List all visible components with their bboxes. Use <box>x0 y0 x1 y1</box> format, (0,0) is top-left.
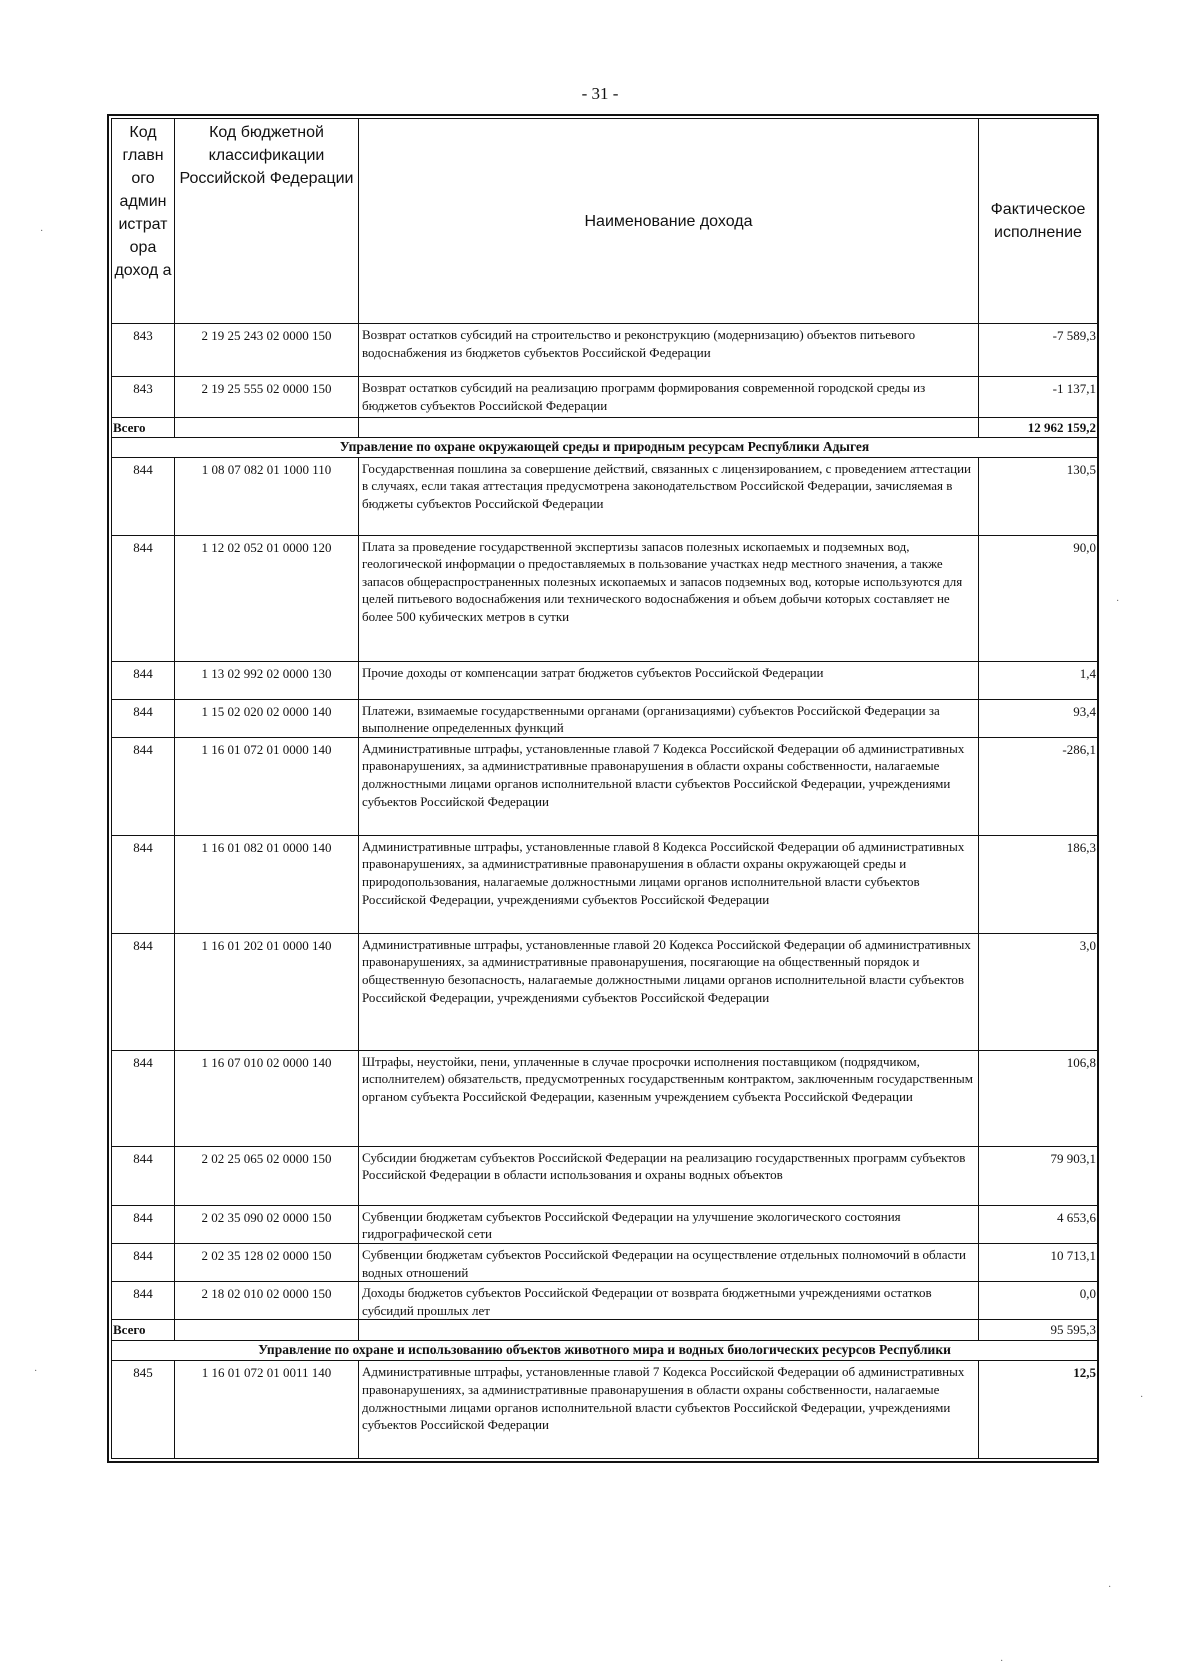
table-row <box>112 1205 1098 1243</box>
section-title-row <box>112 437 1098 457</box>
revenue-name-cell: Платежи, взимаемые государственными органами (организациями) субъектов Российской Федерации за выполнение определенных функций <box>359 699 979 737</box>
admin-code-cell: 844 <box>112 699 175 737</box>
table-header-row <box>112 119 1098 324</box>
budget-code-cell: 1 16 01 202 01 0000 140 <box>175 933 359 1050</box>
amount-cell: 186,3 <box>979 835 1098 933</box>
total-row <box>112 418 1098 438</box>
admin-code-cell: 843 <box>112 324 175 377</box>
scan-speck: · <box>1108 1582 1112 1593</box>
table-row <box>112 737 1098 835</box>
table-row <box>112 535 1098 661</box>
empty-cell <box>359 418 979 438</box>
scan-speck: · <box>40 226 44 237</box>
revenue-name-cell: Штрафы, неустойки, пени, уплаченные в случае просрочки исполнения поставщиком (подрядчиком, исполнителем) обязательств, предусмотренных государственным контрактом, заключенным государственным органом субъекта Российской Федерации, казенным учреждением субъекта Российской Федерации <box>359 1050 979 1146</box>
amount-cell: 4 653,6 <box>979 1205 1098 1243</box>
amount-cell: 1,4 <box>979 661 1098 699</box>
amount-cell: 106,8 <box>979 1050 1098 1146</box>
table-row <box>112 835 1098 933</box>
empty-cell <box>175 418 359 438</box>
revenue-name-cell: Государственная пошлина за совершение действий, связанных с лицензированием, с проведением аттестации в случаях, если такая аттестация предусмотрена законодательством Российской Федерации, зачисляемая в бюджеты субъектов Российской Федерации <box>359 457 979 535</box>
header-revenue-name: Наименование дохода <box>359 119 979 324</box>
revenue-name-cell: Субсидии бюджетам субъектов Российской Федерации на реализацию государственных программ субъектов Российской Федерации в области использования и охраны водных объектов <box>359 1146 979 1205</box>
section-title: Управление по охране окружающей среды и природным ресурсам Республики Адыгея <box>112 437 1098 457</box>
scan-speck: · <box>34 1366 38 1377</box>
budget-code-cell: 1 16 07 010 02 0000 140 <box>175 1050 359 1146</box>
amount-cell: 0,0 <box>979 1282 1098 1320</box>
table-row <box>112 1146 1098 1205</box>
admin-code-cell: 844 <box>112 1205 175 1243</box>
budget-code-cell: 2 02 35 090 02 0000 150 <box>175 1205 359 1243</box>
budget-code-cell: 1 16 01 082 01 0000 140 <box>175 835 359 933</box>
budget-code-cell: 2 19 25 243 02 0000 150 <box>175 324 359 377</box>
revenue-name-cell: Плата за проведение государственной экспертизы запасов полезных ископаемых и подземных вод, геологической информации о предоставляемых в пользование участках недр местного значения, а также запасов общераспространенных полезных ископаемых и запасов подземных вод, которые используются для целей питьевого водоснабжения или технического водоснабжения и объем добычи которых составляет не более 500 кубических метров в сутки <box>359 535 979 661</box>
revenue-name-cell: Административные штрафы, установленные главой 20 Кодекса Российской Федерации об административных правонарушениях, за административные правонарушения, посягающие на общественный порядок и общественную безопасность, налагаемые должностными лицами органов исполнительной власти субъектов Российской Федерации, учреждениями субъектов Российской Федерации <box>359 933 979 1050</box>
table-row <box>112 933 1098 1050</box>
table-row <box>112 699 1098 737</box>
total-label: Всего <box>112 418 175 438</box>
page-number: - 31 - <box>581 84 619 103</box>
budget-code-cell: 2 02 35 128 02 0000 150 <box>175 1243 359 1281</box>
budget-code-cell: 1 08 07 082 01 1000 110 <box>175 457 359 535</box>
revenue-table-frame <box>107 114 1099 1463</box>
admin-code-cell: 844 <box>112 1146 175 1205</box>
budget-code-cell: 1 16 01 072 01 0011 140 <box>175 1361 359 1459</box>
budget-code-cell: 1 16 01 072 01 0000 140 <box>175 737 359 835</box>
admin-code-cell: 843 <box>112 377 175 418</box>
revenue-name-cell: Административные штрафы, установленные главой 8 Кодекса Российской Федерации об административных правонарушениях, за административные правонарушения в области охраны окружающей среды и природопользования, налагаемые должностными лицами органов исполнительной власти субъектов Российской Федерации, учреждениями субъектов Российской Федерации <box>359 835 979 933</box>
admin-code-cell: 844 <box>112 1243 175 1281</box>
table-row <box>112 1361 1098 1459</box>
amount-cell: 79 903,1 <box>979 1146 1098 1205</box>
scan-speck: · <box>1140 1392 1144 1403</box>
admin-code-cell: 844 <box>112 835 175 933</box>
budget-code-cell: 1 13 02 992 02 0000 130 <box>175 661 359 699</box>
admin-code-cell: 844 <box>112 1050 175 1146</box>
admin-code-cell: 844 <box>112 661 175 699</box>
budget-code-cell: 1 15 02 020 02 0000 140 <box>175 699 359 737</box>
amount-cell: 90,0 <box>979 535 1098 661</box>
revenue-table <box>111 118 1098 1459</box>
table-row <box>112 1050 1098 1146</box>
table-row <box>112 324 1098 377</box>
total-amount: 95 595,3 <box>979 1320 1098 1341</box>
revenue-name-cell: Субвенции бюджетам субъектов Российской Федерации на улучшение экологического состояния гидрографической сети <box>359 1205 979 1243</box>
amount-cell: 12,5 <box>979 1361 1098 1459</box>
empty-cell <box>359 1320 979 1341</box>
budget-code-cell: 1 12 02 052 01 0000 120 <box>175 535 359 661</box>
revenue-name-cell: Административные штрафы, установленные главой 7 Кодекса Российской Федерации об административных правонарушениях, за административные правонарушения в области охраны собственности, налагаемые должностными лицами органов исполнительной власти субъектов Российской Федерации, учреждениями субъектов Российской Федерации <box>359 1361 979 1459</box>
admin-code-cell: 844 <box>112 457 175 535</box>
revenue-name-cell: Доходы бюджетов субъектов Российской Федерации от возврата бюджетными учреждениями остатков субсидий прошлых лет <box>359 1282 979 1320</box>
budget-code-cell: 2 18 02 010 02 0000 150 <box>175 1282 359 1320</box>
amount-cell: 130,5 <box>979 457 1098 535</box>
budget-code-cell: 2 02 25 065 02 0000 150 <box>175 1146 359 1205</box>
amount-cell: -1 137,1 <box>979 377 1098 418</box>
header-budget-code: Код бюджетной классификации Российской Федерации <box>175 119 359 324</box>
table-row <box>112 1282 1098 1320</box>
table-row <box>112 1243 1098 1281</box>
revenue-name-cell: Административные штрафы, установленные главой 7 Кодекса Российской Федерации об административных правонарушениях, за административные правонарушения в области охраны собственности, налагаемые должностными лицами органов исполнительной власти субъектов Российской Федерации, учреждениями субъектов Российской Федерации <box>359 737 979 835</box>
revenue-name-cell: Прочие доходы от компенсации затрат бюджетов субъектов Российской Федерации <box>359 661 979 699</box>
amount-cell: 10 713,1 <box>979 1243 1098 1281</box>
total-amount: 12 962 159,2 <box>979 418 1098 438</box>
total-row <box>112 1320 1098 1341</box>
amount-cell: 93,4 <box>979 699 1098 737</box>
scan-speck: · <box>1116 596 1120 607</box>
revenue-name-cell: Субвенции бюджетам субъектов Российской Федерации на осуществление отдельных полномочий в области водных отношений <box>359 1243 979 1281</box>
admin-code-cell: 844 <box>112 1282 175 1320</box>
admin-code-cell: 844 <box>112 737 175 835</box>
admin-code-cell: 844 <box>112 933 175 1050</box>
header-admin-code: Код главн ого админ истрат ора доход а <box>112 119 175 324</box>
scan-speck: · <box>1000 1656 1004 1667</box>
budget-code-cell: 2 19 25 555 02 0000 150 <box>175 377 359 418</box>
amount-cell: -286,1 <box>979 737 1098 835</box>
total-label: Всего <box>112 1320 175 1341</box>
header-actual-execution: Фактическое исполнение <box>979 119 1098 324</box>
table-row <box>112 661 1098 699</box>
amount-cell: 3,0 <box>979 933 1098 1050</box>
table-row <box>112 377 1098 418</box>
empty-cell <box>175 1320 359 1341</box>
revenue-name-cell: Возврат остатков субсидий на реализацию программ формирования современной городской среды из бюджетов субъектов Российской Федерации <box>359 377 979 418</box>
section-title: Управление по охране и использованию объектов животного мира и водных биологических ресурсов Республики <box>112 1341 1098 1361</box>
revenue-name-cell: Возврат остатков субсидий на строительство и реконструкцию (модернизацию) объектов питьевого водоснабжения из бюджетов субъектов Российской Федерации <box>359 324 979 377</box>
admin-code-cell: 845 <box>112 1361 175 1459</box>
admin-code-cell: 844 <box>112 535 175 661</box>
amount-cell: -7 589,3 <box>979 324 1098 377</box>
section-title-row <box>112 1341 1098 1361</box>
table-row <box>112 457 1098 535</box>
